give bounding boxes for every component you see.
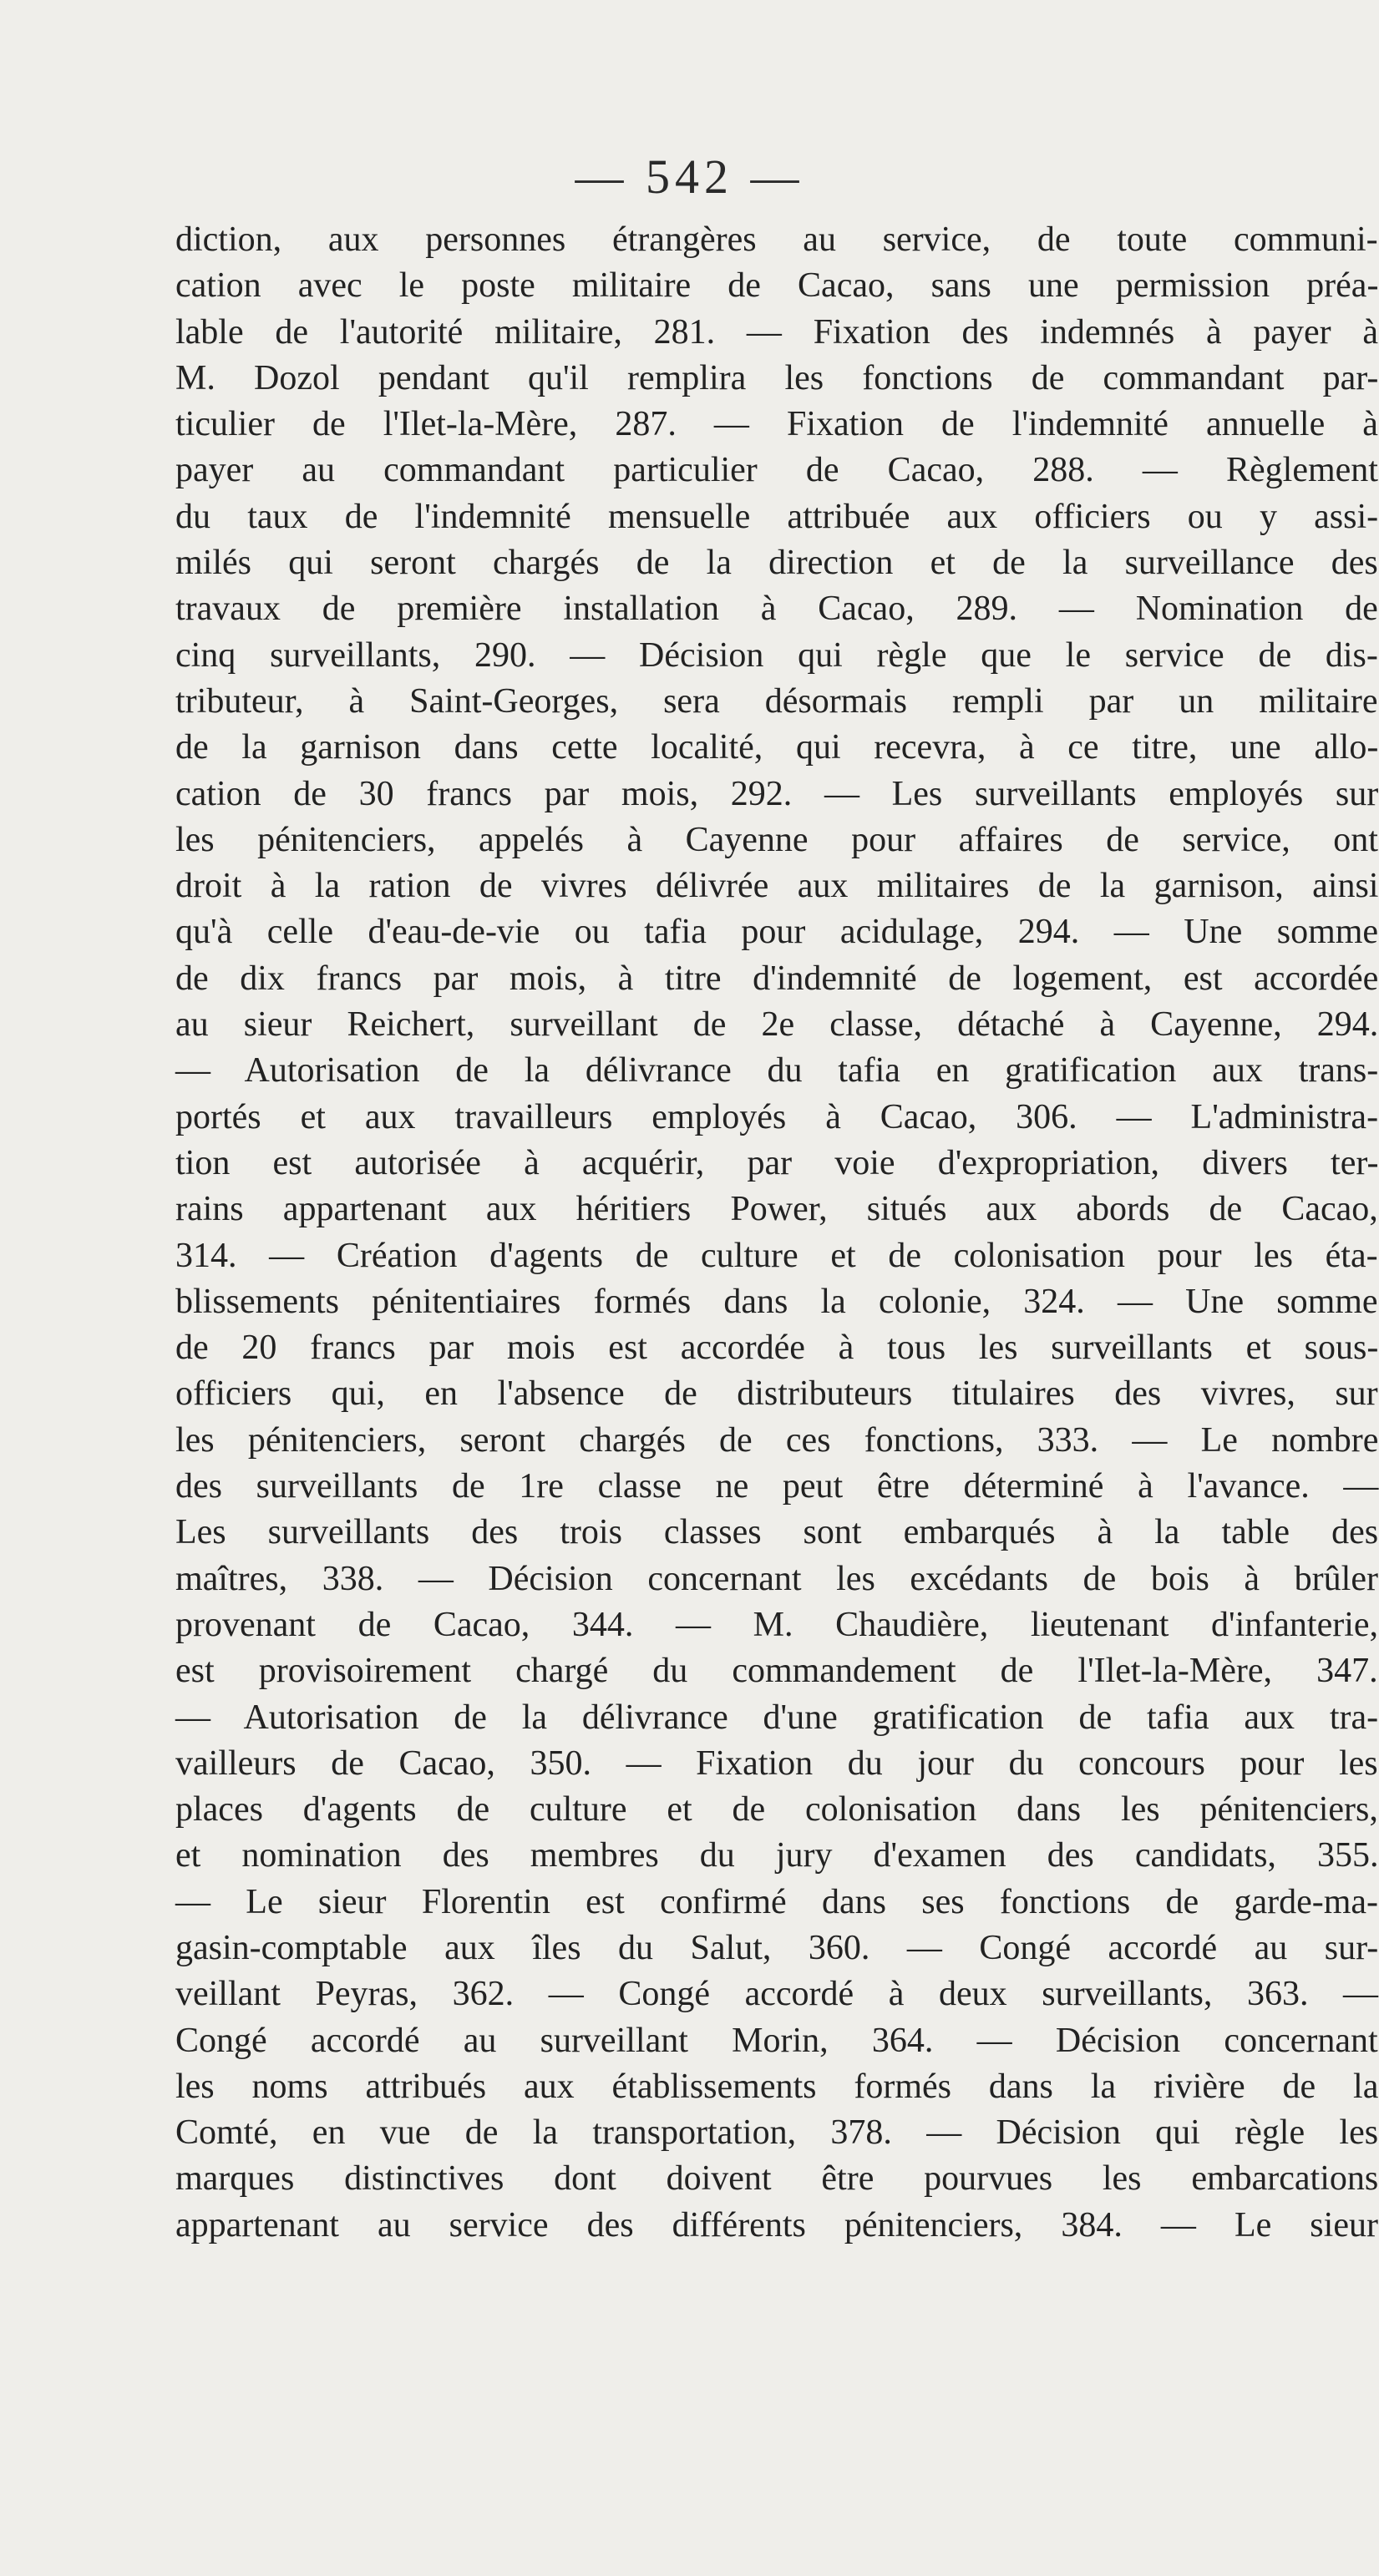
text-line: 314. — Création d'agents de culture et de colonisation pour les éta-: [175, 1236, 1378, 1275]
text-line: portés et aux travailleurs employés à Cacao, 306. — L'administra-: [175, 1097, 1379, 1136]
text-line: au sieur Reichert, surveillant de 2e classe, détaché à Cayenne, 294.: [175, 1005, 1379, 1045]
text-line: provenant de Cacao, 344. — M. Chaudière, lieutenant d'infanterie,: [175, 1605, 1379, 1644]
text-line: M. Dozol pendant qu'il remplira les fonctions de commandant par-: [175, 358, 1379, 397]
text-line: des surveillants de 1re classe ne peut être déterminé à l'avance. —: [175, 1467, 1379, 1506]
text-line: les pénitenciers, appelés à Cayenne pour affaires de service, ont: [175, 820, 1378, 859]
text-line: places d'agents de culture et de colonisation dans les pénitenciers,: [175, 1790, 1378, 1830]
text-line: Comté, en vue de la transportation, 378. — Décision qui règle les: [175, 2113, 1379, 2153]
text-line: blissements pénitentiaires formés dans la colonie, 324. — Une somme: [175, 1282, 1378, 1321]
text-line: de 20 francs par mois est accordée à tous les surveillants et sous-: [175, 1328, 1379, 1368]
text-line: officiers qui, en l'absence de distributeurs titulaires des vivres, sur: [175, 1374, 1378, 1414]
text-line: et nomination des membres du jury d'examen des candidats, 355.: [175, 1836, 1379, 1875]
text-line: ticulier de l'Ilet-la-Mère, 287. — Fixation de l'indemnité annuelle à: [175, 405, 1378, 444]
text-line: milés qui seront chargés de la direction et de la surveillance des: [175, 544, 1378, 583]
text-line: marques distinctives dont doivent être pourvues les embarcations: [175, 2159, 1379, 2199]
text-line: lable de l'autorité militaire, 281. — Fixation des indemnés à payer à: [175, 312, 1379, 352]
text-line: Congé accordé au surveillant Morin, 364. — Décision concernant: [175, 2021, 1378, 2060]
text-line: qu'à celle d'eau-de-vie ou tafia pour acidulage, 294. — Une somme: [175, 913, 1379, 952]
text-line: — Le sieur Florentin est confirmé dans ses fonctions de garde-ma-: [175, 1882, 1379, 1921]
text-line: est provisoirement chargé du commandement de l'Ilet-la-Mère, 347.: [175, 1652, 1378, 1691]
text-line: — Autorisation de la délivrance d'une gratification de tafia aux tra-: [175, 1698, 1379, 1737]
text-line: veillant Peyras, 362. — Congé accordé à deux surveillants, 363. —: [175, 1975, 1379, 2014]
text-line: payer au commandant particulier de Cacao, 288. — Règlement: [175, 451, 1378, 490]
text-line: — Autorisation de la délivrance du tafia en gratification aux trans-: [175, 1051, 1379, 1091]
text-line: diction, aux personnes étrangères au service, de toute communi-: [175, 220, 1378, 259]
text-line: droit à la ration de vivres délivrée aux militaires de la garnison, ainsi: [175, 867, 1379, 906]
text-line: appartenant au service des différents pénitenciers, 384. — Le sieur: [175, 2205, 1378, 2245]
text-line: rains appartenant aux héritiers Power, situés aux abords de Cacao,: [175, 1190, 1378, 1229]
text-line: gasin-comptable aux îles du Salut, 360. — Congé accordé au sur-: [175, 1928, 1379, 1967]
text-line: les noms attribués aux établissements formés dans la rivière de la: [175, 2067, 1379, 2106]
text-line: les pénitenciers, seront chargés de ces fonctions, 333. — Le nombre: [175, 1420, 1379, 1460]
text-line: cation avec le poste militaire de Cacao, sans une permission préa-: [175, 266, 1379, 306]
page-number: — 542 —: [575, 149, 804, 204]
text-line: de dix francs par mois, à titre d'indemnité de logement, est accordée: [175, 959, 1379, 998]
text-line: tion est autorisée à acquérir, par voie d'expropriation, divers ter-: [175, 1143, 1379, 1182]
text-line: cinq surveillants, 290. — Décision qui règle que le service de dis-: [175, 635, 1378, 675]
text-line: vailleurs de Cacao, 350. — Fixation du jour du concours pour les: [175, 1743, 1378, 1783]
text-line: maîtres, 338. — Décision concernant les excédants de bois à brûler: [175, 1559, 1378, 1598]
text-line: de la garnison dans cette localité, qui recevra, à ce titre, une allo-: [175, 728, 1379, 767]
text-line: cation de 30 francs par mois, 292. — Les surveillants employés sur: [175, 774, 1379, 813]
body-text: [175, 217, 1378, 2249]
text-line: Les surveillants des trois classes sont embarqués à la table des: [175, 1513, 1379, 1552]
text-line: du taux de l'indemnité mensuelle attribuée aux officiers ou y assi-: [175, 497, 1379, 536]
text-line: tributeur, à Saint-Georges, sera désormais rempli par un militaire: [175, 681, 1378, 721]
text-line: travaux de première installation à Cacao, 289. — Nomination de: [175, 590, 1378, 629]
